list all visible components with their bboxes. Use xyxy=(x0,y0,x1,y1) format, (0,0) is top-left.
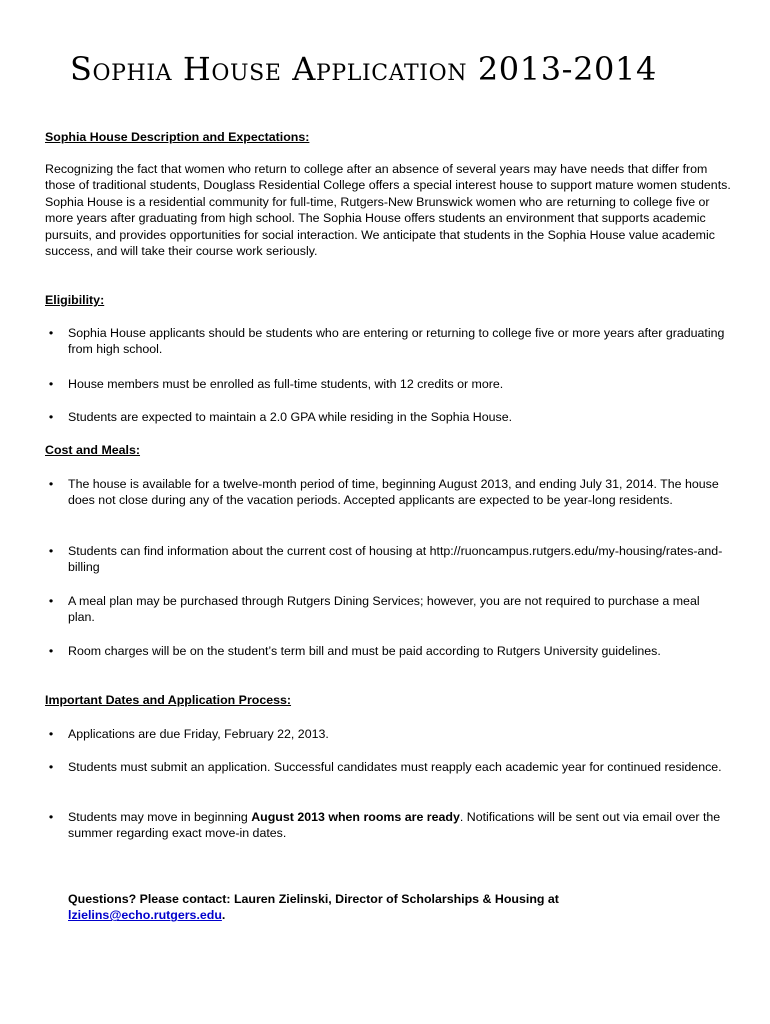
contact-period: . xyxy=(221,908,226,923)
bullet-icon: • xyxy=(48,594,54,608)
contact-text: Questions? Please contact: Lauren Zielinski, Director of Scholarships & Housing at xyxy=(68,892,559,906)
eligibility-heading: Eligibility: xyxy=(45,293,105,307)
page-title: Sophia House Application 2013-2014 xyxy=(70,50,657,88)
list-item-text: Students are expected to maintain a 2.0 GPA while residing in the Sophia House. xyxy=(68,410,513,424)
description-heading: Sophia House Description and Expectations: xyxy=(45,130,310,144)
move-in-text-end: . Notifications will be sent out via email over the summer regarding exact move-in dates. xyxy=(68,810,721,841)
bullet-icon: • xyxy=(48,326,54,340)
list-item-text: House members must be enrolled as full-time students, with 12 credits or more. xyxy=(68,377,504,391)
description-paragraph: Recognizing the fact that women who return to college after an absence of several years may have needs that differ from those of traditional students, Douglass Residential College offers a special interest house to support mature women students. Sophia House is a residential community for full-time, Rutgers-New Brunswick women who are returning to college five or more years after graduating from high school. The Sophia House offers students an environment that supports academic pursuits, and provides opportunities for social interaction. We anticipate that students in the Sophia House value academic success, and will take their course work seriously. xyxy=(45,162,731,259)
list-item-text: A meal plan may be purchased through Rutgers Dining Services; however, you are not required to purchase a meal plan. xyxy=(68,594,700,625)
list-item-text: Room charges will be on the student’s term bill and must be paid according to Rutgers University guidelines. xyxy=(68,644,661,658)
contact-email-link[interactable]: lzielins@echo.rutgers.edu xyxy=(68,908,222,923)
bullet-icon: • xyxy=(48,410,54,424)
list-item-text: The house is available for a twelve-month period of time, beginning August 2013, and ending July 31, 2014. The house does not close during any of the vacation periods. Accepted applicants are expected to be year-long residents. xyxy=(68,477,719,508)
list-item-text: Students must submit an application. Successful candidates must reapply each academic year for continued residence. xyxy=(68,760,722,774)
list-item-text: Applications are due Friday, February 22, 2013. xyxy=(68,727,329,741)
bullet-icon: • xyxy=(48,760,54,774)
bullet-icon: • xyxy=(48,644,54,658)
contact-block xyxy=(68,891,708,924)
move-in-date-bold: August 2013 when rooms are ready xyxy=(251,810,460,824)
move-in-text-start: Students may move in beginning xyxy=(68,810,252,824)
bullet-icon: • xyxy=(48,477,54,491)
move-in-text xyxy=(68,809,728,842)
bullet-icon: • xyxy=(48,377,54,391)
dates-heading: Important Dates and Application Process: xyxy=(45,693,292,707)
cost-heading: Cost and Meals: xyxy=(45,443,141,457)
list-item-text: Sophia House applicants should be students who are entering or returning to college five or more years after graduating from high school. xyxy=(68,326,725,357)
bullet-icon: • xyxy=(48,727,54,741)
bullet-icon: • xyxy=(48,544,54,558)
bullet-icon: • xyxy=(48,810,54,824)
list-item-text: Students can find information about the current cost of housing at http://ruoncampus.rutgers.edu/my-housing/rates-and-billing xyxy=(68,544,723,575)
